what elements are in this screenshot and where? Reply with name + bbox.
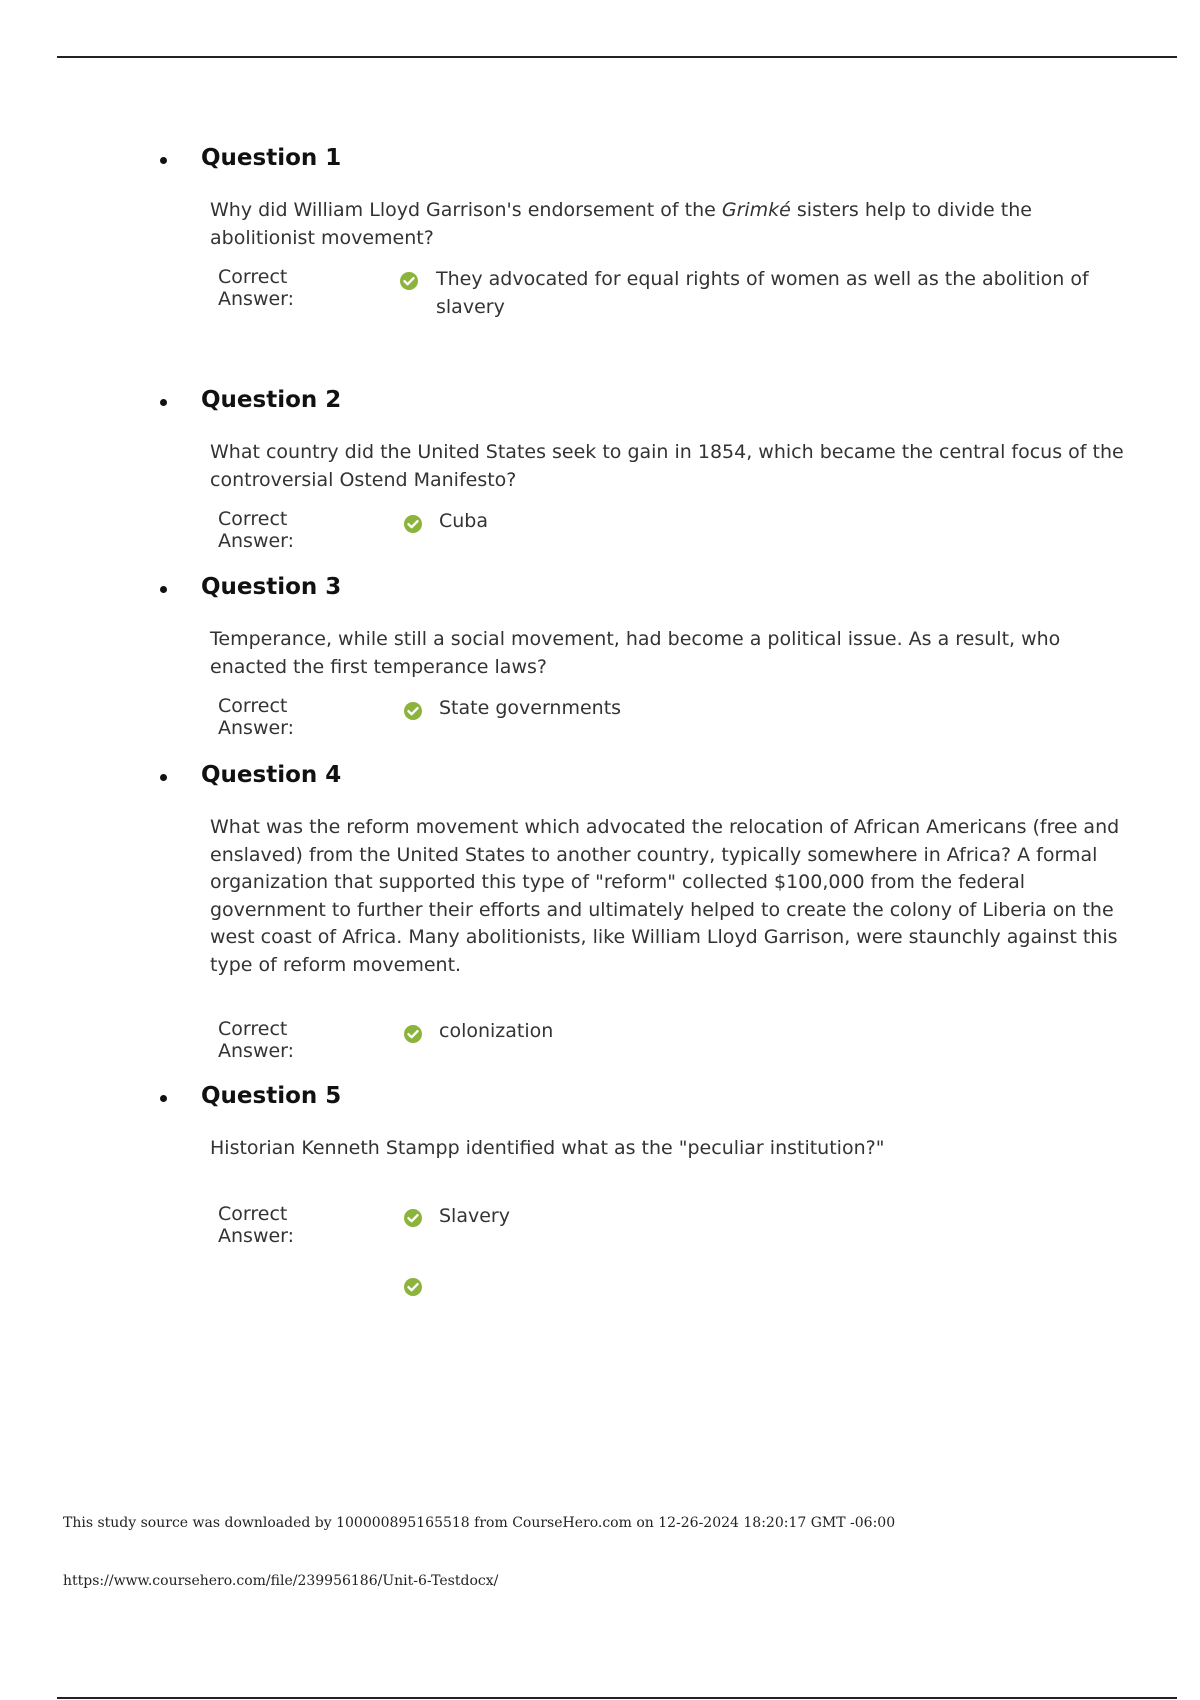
question-text: What was the reform movement which advocated the relocation of African Americans (free and enslaved) from the United States to another country, typically somewhere in Africa? A formal organization that supported this type of "reform" collected $100,000 from the federal government to further their efforts and ultimately helped to create the colony of Liberia on the west coast of Africa. Many abolitionists, like William Lloyd Garrison, were staunchly against this type of reform movement. xyxy=(210,816,1120,976)
question-text: Temperance, while still a social movement, had become a political issue. As a result, who enacted the first temperance laws? xyxy=(210,628,1061,678)
bullet-icon xyxy=(160,1095,167,1102)
question-text-italic: Grimké xyxy=(721,199,791,221)
check-circle-icon xyxy=(403,701,423,721)
question-text-part: Why did William Lloyd Garrison's endorsement of the xyxy=(210,199,722,221)
question-4-head xyxy=(160,760,342,790)
correct-answer-label: Correct Answer: xyxy=(218,695,295,739)
bullet-icon xyxy=(160,399,167,406)
check-circle-icon xyxy=(403,1277,423,1297)
answer-text: colonization xyxy=(439,1020,554,1042)
question-text-part: sisters help to divide the abolitionist movement? xyxy=(210,199,1032,249)
answer-text: State governments xyxy=(439,697,622,719)
check-circle-icon xyxy=(403,514,423,534)
check-circle-icon xyxy=(399,271,419,291)
correct-answer-label: Correct Answer: xyxy=(218,1018,295,1062)
bullet-icon xyxy=(160,774,167,781)
source-url: https://www.coursehero.com/file/239956186/Unit-6-Testdocx/ xyxy=(63,1573,499,1589)
question-title: Question 5 xyxy=(201,1083,342,1109)
correct-answer-label: Correct Answer: xyxy=(218,266,295,310)
bullet-icon xyxy=(160,586,167,593)
question-title: Question 1 xyxy=(201,145,342,171)
question-text: What country did the United States seek to gain in 1854, which became the central focus of the controversial Ostend Manifesto? xyxy=(210,441,1124,491)
question-5-head xyxy=(160,1081,342,1111)
question-1-head xyxy=(160,143,342,173)
top-rule xyxy=(57,56,1177,58)
answer-text: Slavery xyxy=(439,1205,510,1227)
question-title: Question 4 xyxy=(201,762,342,788)
question-title: Question 2 xyxy=(201,387,342,413)
check-circle-icon xyxy=(403,1024,423,1044)
question-3-head xyxy=(160,572,342,602)
correct-answer-label: Correct Answer: xyxy=(218,1203,295,1247)
question-title: Question 3 xyxy=(201,574,342,600)
answer-text: They advocated for equal rights of women as well as the abolition of slavery xyxy=(436,268,1089,318)
correct-answer-label: Correct Answer: xyxy=(218,508,295,552)
question-text: Historian Kenneth Stampp identified what as the "peculiar institution?" xyxy=(210,1137,885,1159)
bottom-rule xyxy=(57,1697,1177,1699)
question-2-head xyxy=(160,385,342,415)
answer-text: Cuba xyxy=(439,510,489,532)
question-text xyxy=(210,197,1130,252)
bullet-icon xyxy=(160,157,167,164)
check-circle-icon xyxy=(403,1208,423,1228)
download-note: This study source was downloaded by 100000895165518 from CourseHero.com on 12-26-2024 18:20:17 GMT -06:00 xyxy=(63,1515,896,1531)
